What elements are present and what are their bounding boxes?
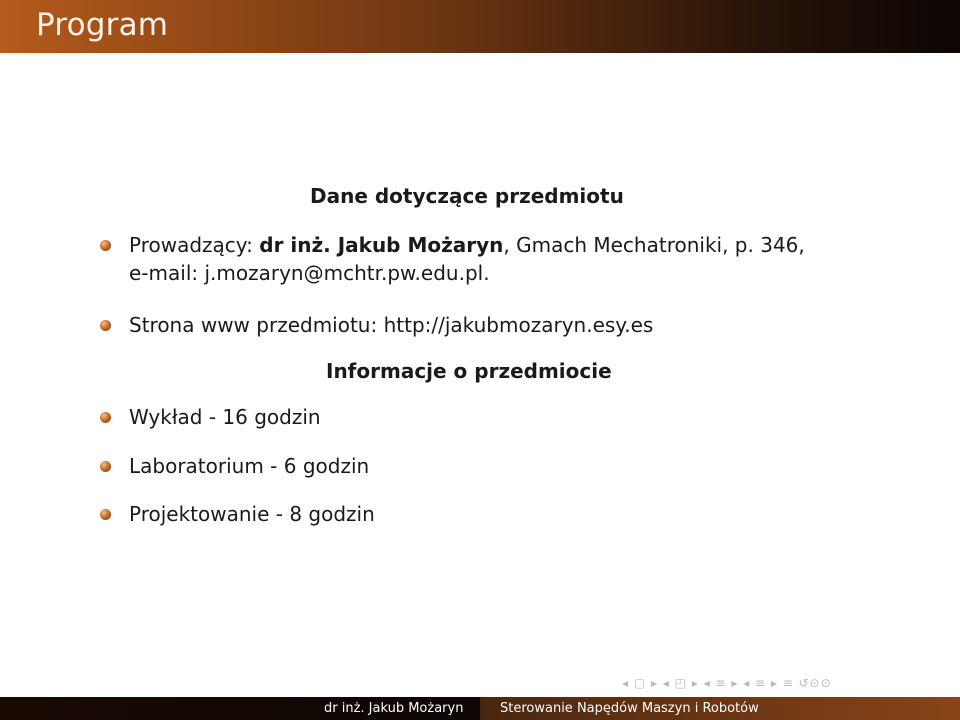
footer-right — [480, 697, 960, 720]
instructor-location: , Gmach Mechatroniki, p. 346, — [503, 233, 805, 257]
bullet-icon — [100, 320, 111, 331]
website-text: Strona www przedmiotu: http://jakubmozaryn.esy.es — [129, 313, 654, 337]
instructor-email: e-mail: j.mozaryn@mchtr.pw.edu.pl. — [129, 261, 490, 285]
instructor-text — [129, 231, 920, 287]
section-heading-course-info: Informacje o przedmiocie — [326, 359, 612, 383]
list-item-design — [100, 500, 920, 528]
laboratory-text: Laboratorium - 6 godzin — [129, 454, 370, 478]
lecture-text: Wykład - 16 godzin — [129, 405, 321, 429]
section-heading-course-data: Dane dotyczące przedmiotu — [310, 184, 624, 208]
beamer-navigation-icons[interactable]: ◂ ▢ ▸ ◂ ◰ ▸ ◂ ≡ ▸ ◂ ≡ ▸ ≡ ↺⊙⊙ — [622, 676, 832, 690]
bullet-icon — [100, 461, 111, 472]
instructor-name: dr inż. Jakub Możaryn — [259, 233, 504, 257]
list-item-laboratory — [100, 452, 920, 480]
instructor-prefix: Prowadzący: — [129, 233, 260, 257]
list-item-lecture — [100, 403, 920, 431]
footer-left — [0, 697, 480, 720]
footer — [0, 697, 960, 720]
title-bar — [0, 0, 960, 53]
bullet-icon — [100, 240, 111, 251]
footer-author: dr inż. Jakub Możaryn — [324, 701, 464, 716]
bullet-icon — [100, 412, 111, 423]
list-item-website — [100, 311, 920, 339]
design-text: Projektowanie - 8 godzin — [129, 502, 375, 526]
footer-course: Sterowanie Napędów Maszyn i Robotów — [500, 701, 759, 716]
slide-title: Program — [36, 7, 169, 43]
list-item-instructor — [100, 231, 920, 287]
bullet-icon — [100, 509, 111, 520]
